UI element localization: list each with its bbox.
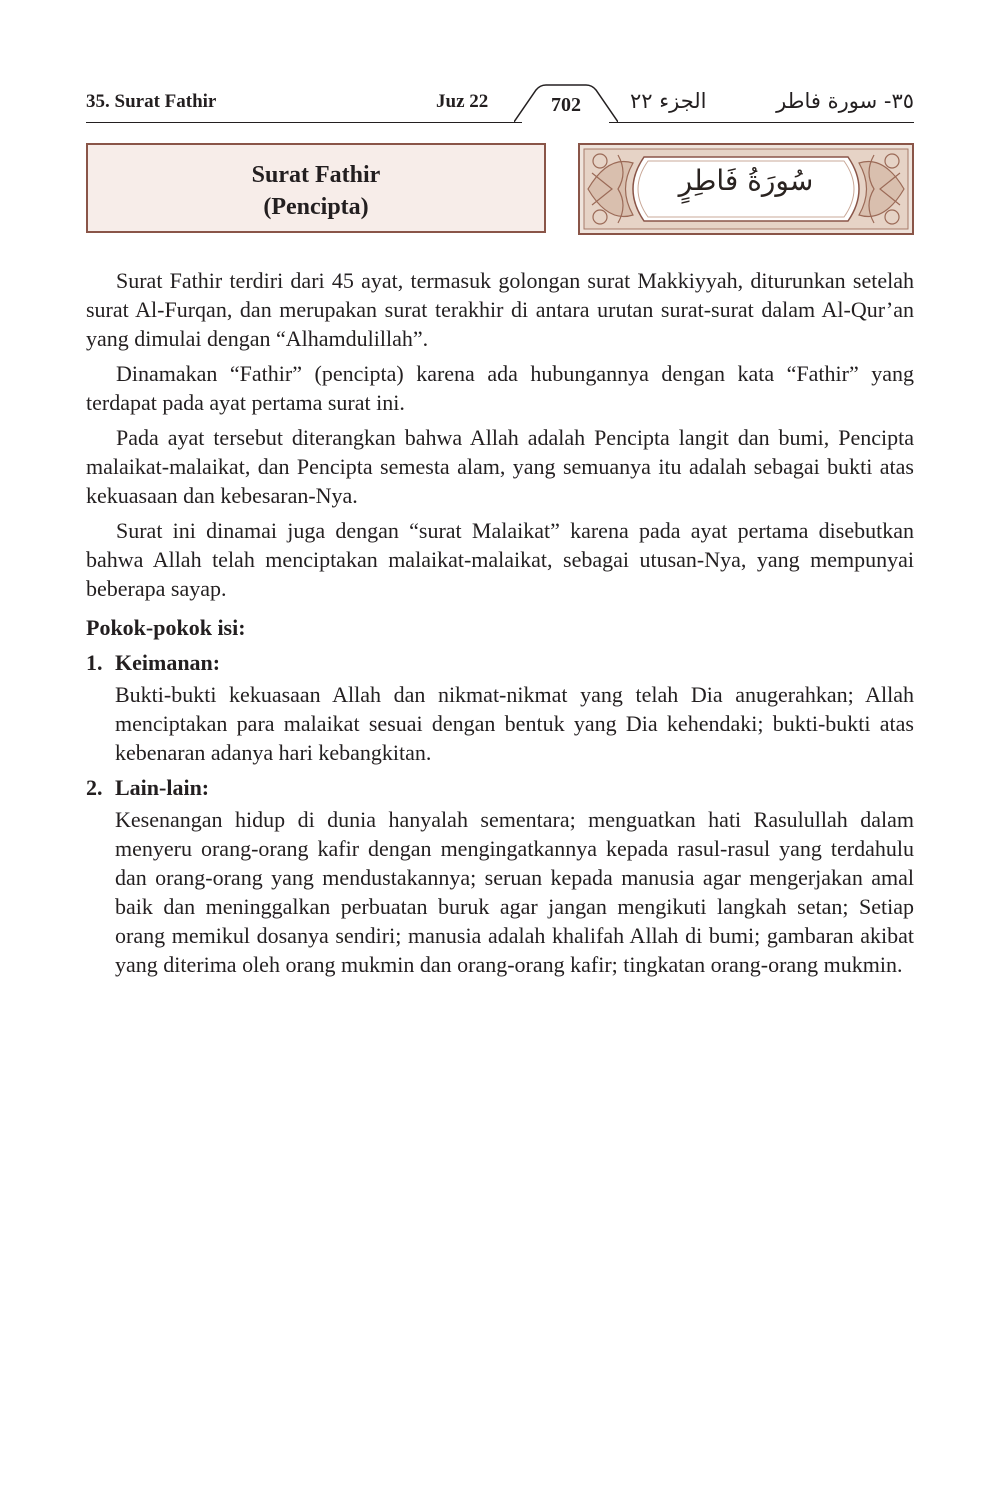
surah-subtitle: (Pencipta)	[263, 194, 369, 220]
header-juz-label: Juz 22	[436, 91, 489, 112]
intro-paragraph-4: Surat ini dinamai juga dengan “surat Malaikat” karena pada ayat pertama disebutkan bahwa Allah telah menciptakan malaikat-malaikat, sebagai utusan-Nya, yang mempunyai beberapa sayap.	[86, 518, 914, 601]
surah-title: Surat Fathir	[251, 162, 381, 188]
page-body	[86, 266, 914, 979]
section-title: Pokok-pokok isi:	[86, 615, 246, 640]
header-rule-left	[86, 122, 522, 123]
list-item	[86, 648, 914, 767]
intro-paragraph-2: Dinamakan “Fathir” (pencipta) karena ada hubungannya dengan kata “Fathir” yang terdapat pada ayat pertama surat ini.	[86, 361, 914, 415]
intro-paragraph-1: Surat Fathir terdiri dari 45 ayat, termasuk golongan surat Makkiyyah, diturunkan setelah surat Al-Furqan, dan merupakan surat terakhir di antara urutan surat-surat dalam Al-Qur’an yang dimulai dengan “Alhamdulillah”.	[86, 268, 914, 351]
list-item-number: 1.	[86, 650, 103, 675]
surah-title-box	[86, 143, 546, 233]
header-surah-label: 35. Surat Fathir	[86, 91, 217, 112]
page-header	[86, 84, 914, 128]
list-item-text: Bukti-bukti kekuasaan Allah dan nikmat-nikmat yang telah Dia anugerahkan; Allah menciptakan para malaikat sesuai dengan bentuk yang Dia kehendaki; bukti-bukti atas kebenaran adanya hari kebangkitan.	[115, 682, 914, 765]
header-surah-arabic: ٣٥- سورة فاطر	[776, 89, 914, 113]
list-item-number: 2.	[86, 775, 103, 800]
header-rule-right	[609, 122, 914, 123]
surah-arabic-calligraphy: سُورَةُ فَاطِرٍ	[678, 164, 814, 197]
page-number: 702	[551, 94, 581, 116]
header-juz-arabic: الجزء ٢٢	[630, 89, 707, 113]
list-item	[86, 773, 914, 979]
list-item-title: Keimanan:	[115, 650, 221, 675]
list-item-text: Kesenangan hidup di dunia hanyalah sementara; menguatkan hati Rasulullah dalam menyeru orang-orang kafir dengan mengingatkannya kepada rasul-rasul yang terdahulu dan orang-orang yang mendustakannya; seruan kepada manusia agar mengerjakan amal baik dan meninggalkan perbuatan buruk agar jangan mengikuti langkah setan; Setiap orang memikul dosanya sendiri; manusia adalah khalifah Allah di bumi; gambaran akibat yang diterima oleh orang mukmin dan orang-orang kafir; tingkatan orang-orang mukmin.	[115, 807, 914, 977]
list-item-title: Lain-lain:	[115, 775, 210, 800]
intro-paragraph-3: Pada ayat tersebut diterangkan bahwa Allah adalah Pencipta langit dan bumi, Pencipta malaikat-malaikat, dan Pencipta semesta alam, yang semuanya itu adalah sebagai bukti atas kekuasaan dan kebesaran-Nya.	[86, 425, 914, 508]
